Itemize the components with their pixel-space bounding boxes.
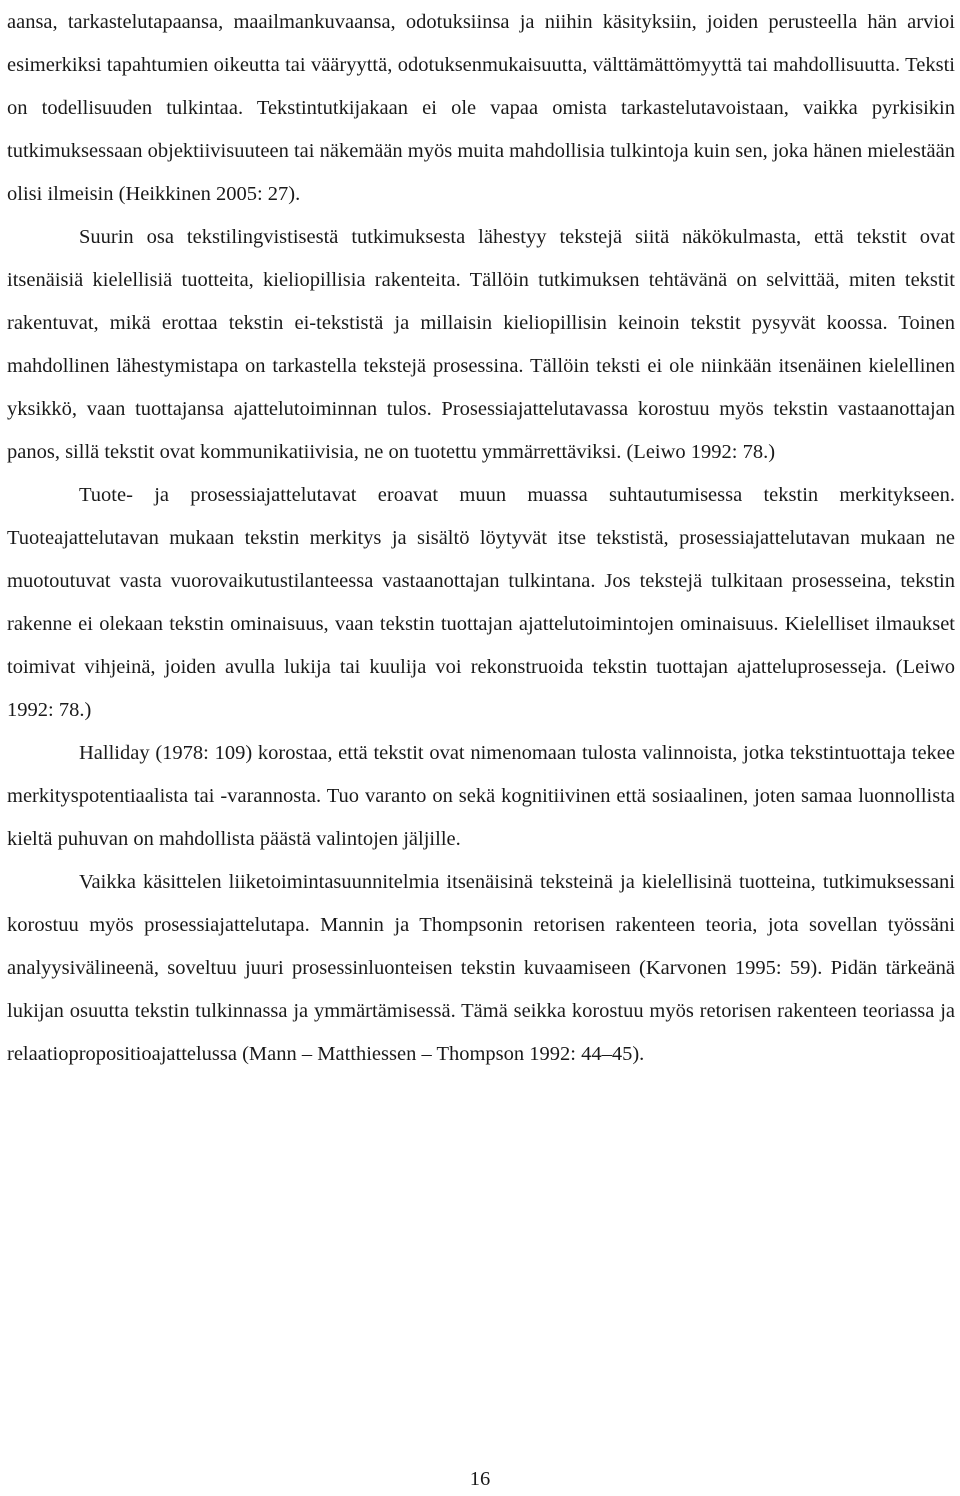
paragraph-4: Halliday (1978: 109) korostaa, että tekstit ovat nimenomaan tulosta valinnoista, jotka tekstintuottaja tekee merkityspotentiaalista tai -varannosta. Tuo varanto on sekä kognitiivinen että sosiaalinen, joten samaa luonnollista kieltä puhuvan on mahdollista päästä valintojen jäljille. (7, 742, 955, 850)
paragraph-3: Tuote- ja prosessiajattelutavat eroavat muun muassa suhtautumisessa tekstin merkitykseen. Tuoteajattelutavan mukaan tekstin merkitys ja sisältö löytyvät itse tekstistä, prosessiajattelutavan mukaan ne muotoutuvat vasta vuorovaikutustilanteessa vastaanottajan tulkintana. Jos tekstejä tulkitaan prosesseina, tekstin rakenne ei olekaan tekstin ominaisuus, vaan tekstin tuottajan ajattelutoimintojen ominaisuus. Kielelliset ilmaukset toimivat vihjeinä, joiden avulla lukija tai kuulija voi rekonstruoida tekstin tuottajan ajatteluprosesseja. (Leiwo 1992: 78.) (7, 484, 955, 721)
paragraph-2: Suurin osa tekstilingvistisestä tutkimuksesta lähestyy tekstejä siitä näkökulmasta, että tekstit ovat itsenäisiä kielellisiä tuotteita, kieliopillisia rakenteita. Tällöin tutkimuksen tehtävänä on selvittää, miten tekstit rakentuvat, mikä erottaa tekstin ei-tekstistä ja millaisin kieliopillisin keinoin tekstit pysyvät koossa. Toinen mahdollinen lähestymistapa on tarkastella tekstejä prosessina. Tällöin teksti ei ole niinkään itsenäinen kielellinen yksikkö, vaan tuottajansa ajattelutoiminnan tulos. Prosessiajattelutavassa korostuu myös tekstin vastaanottajan panos, sillä tekstit ovat kommunikatiivisia, ne on tuotettu ymmärrettäviksi. (Leiwo 1992: 78.) (7, 226, 955, 463)
document-page (7, 0, 955, 1076)
paragraph-5: Vaikka käsittelen liiketoimintasuunnitelmia itsenäisinä teksteinä ja kielellisinä tuotteina, tutkimuksessani korostuu myös prosessiajattelutapa. Mannin ja Thompsonin retorisen rakenteen teoria, jota sovellan työssäni analyysivälineenä, soveltuu juuri prosessinluonteisen tekstin kuvaamiseen (Karvonen 1995: 59). Pidän tärkeänä lukijan osuutta tekstin tulkinnassa ja ymmärtämisessä. Tämä seikka korostuu myös retorisen rakenteen teoriassa ja relaatiopropositioajattelussa (Mann – Matthiessen – Thompson 1992: 44–45). (7, 871, 955, 1065)
paragraph-1: aansa, tarkastelutapaansa, maailmankuvaansa, odotuksiinsa ja niihin käsityksiin, joiden perusteella hän arvioi esimerkiksi tapahtumien oikeutta tai vääryyttä, odotuksenmukaisuutta, välttämättömyyttä tai mahdollisuutta. Teksti on todellisuuden tulkintaa. Tekstintutkijakaan ei ole vapaa omista tarkastelutavoistaan, vaikka pyrkisikin tutkimuksessaan objektiivisuuteen tai näkemään myös muita mahdollisia tulkintoja kuin sen, joka hänen mielestään olisi ilmeisin (Heikkinen 2005: 27). (7, 11, 955, 205)
page-number: 16 (469, 1468, 491, 1490)
